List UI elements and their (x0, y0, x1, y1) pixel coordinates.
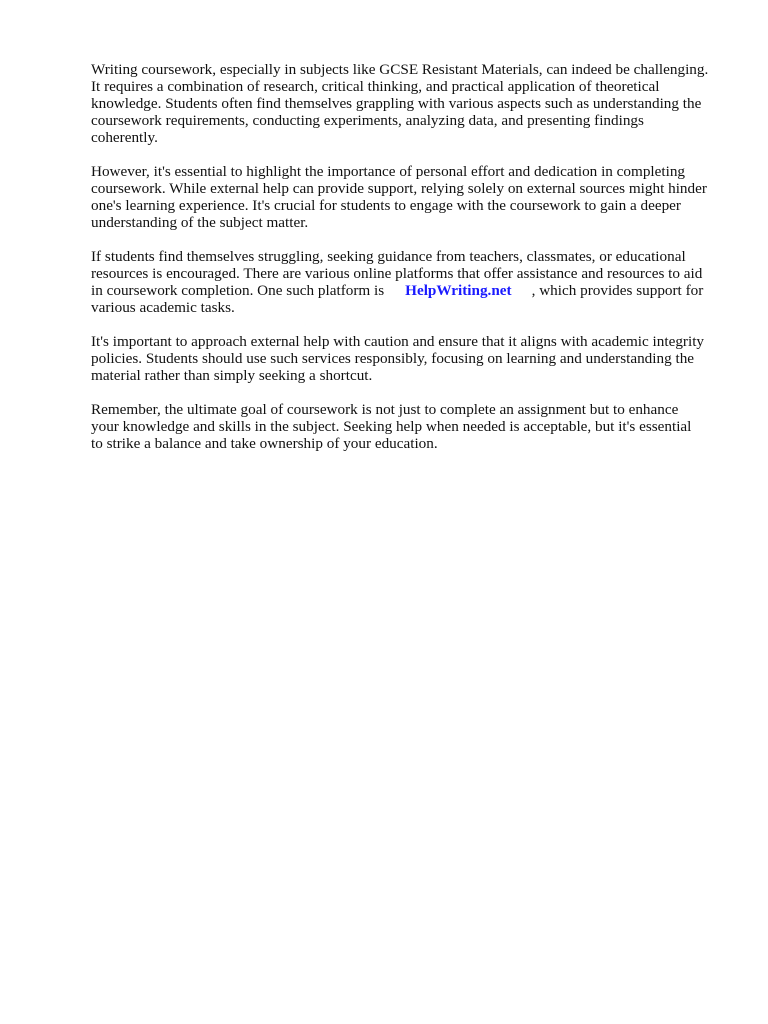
text-line: material rather than simply seeking a shortcut. (91, 366, 373, 384)
link-line-after-text: , which provides support for (531, 282, 704, 300)
text-line: one's learning experience. It's crucial for students to engage with the coursework to gain a deeper (91, 197, 681, 215)
text-line: Remember, the ultimate goal of coursework is not just to complete an assignment but to enhance (91, 400, 679, 418)
text-line: coherently. (91, 129, 158, 147)
text-line-with-link (91, 282, 723, 299)
text-line: coursework. While external help can provide support, relying solely on external sources might hinder (91, 180, 707, 198)
document-page (91, 61, 723, 468)
paragraph-conclusion (91, 401, 723, 452)
text-line: various academic tasks. (91, 299, 235, 317)
text-line: resources is encouraged. There are various online platforms that offer assistance and resources to aid (91, 264, 703, 282)
text-line: coursework requirements, conducting experiments, analyzing data, and presenting findings (91, 112, 644, 130)
text-line: Writing coursework, especially in subjects like GCSE Resistant Materials, can indeed be challenging. (91, 61, 709, 78)
paragraph-seeking-guidance (91, 248, 723, 316)
helpwriting-link[interactable]: HelpWriting.net (405, 282, 512, 300)
text-line: your knowledge and skills in the subject. Seeking help when needed is acceptable, but it's essential (91, 417, 692, 435)
paragraph-intro (91, 61, 723, 146)
paragraph-personal-effort (91, 163, 723, 231)
text-line: If students find themselves struggling, seeking guidance from teachers, classmates, or educational (91, 247, 686, 265)
text-line: understanding of the subject matter. (91, 214, 309, 232)
paragraph-caution (91, 333, 723, 384)
text-line: It requires a combination of research, critical thinking, and practical application of theoretical (91, 78, 660, 96)
text-line: policies. Students should use such services responsibly, focusing on learning and understanding the (91, 349, 695, 367)
link-line-before-text: in coursework completion. One such platform is (91, 282, 385, 300)
text-line: knowledge. Students often find themselves grappling with various aspects such as understanding the (91, 95, 702, 113)
text-line: to strike a balance and take ownership of your education. (91, 434, 438, 452)
text-line: It's important to approach external help with caution and ensure that it aligns with academic integrity (91, 332, 705, 350)
text-line: However, it's essential to highlight the importance of personal effort and dedication in completing (91, 162, 686, 180)
